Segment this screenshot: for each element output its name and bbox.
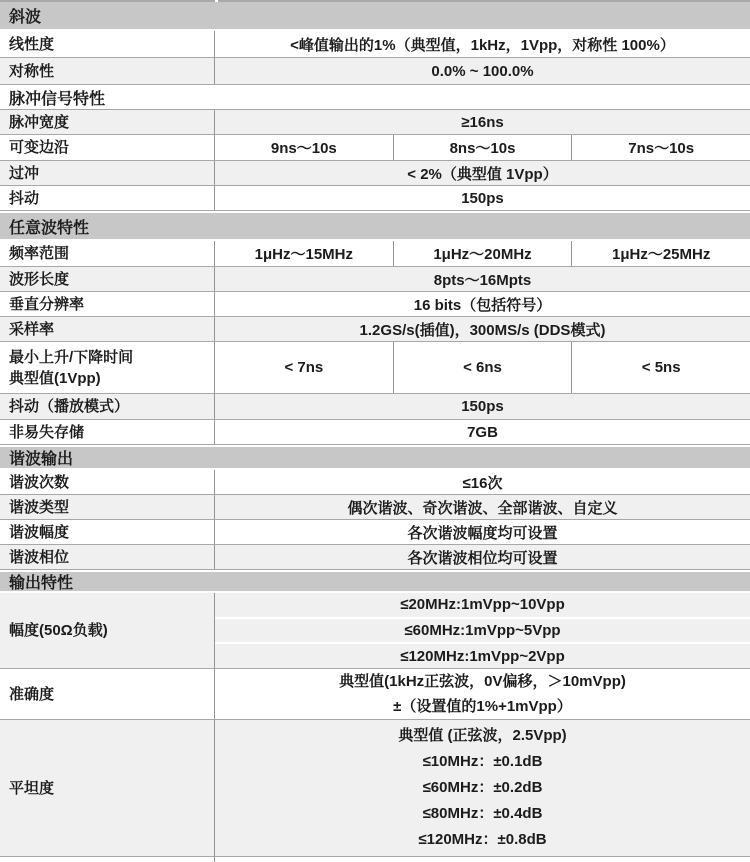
row-values bbox=[215, 241, 750, 266]
amplitude-range-60mhz: ≤60MHz:1mVpp~5Vpp bbox=[215, 617, 750, 643]
row-value: 偶次谐波、奇次谐波、全部谐波、自定义 bbox=[347, 499, 618, 517]
spec-row-jitter bbox=[0, 186, 750, 211]
spec-row-overshoot bbox=[0, 161, 750, 186]
row-value-col1: 9ns～10s bbox=[270, 140, 337, 157]
flatness-line2: ≤10MHz：±0.1dB bbox=[422, 753, 543, 770]
amplitude-range-120mhz: ≤120MHz:1mVpp~2Vpp bbox=[215, 642, 750, 668]
spec-row-min-rise-fall bbox=[0, 342, 750, 394]
row-value: 1.2GS/s(插值)，300MS/s (DDS模式) bbox=[359, 321, 606, 339]
row-value: 8pts～16Mpts bbox=[433, 271, 532, 289]
row-value: 各次谐波相位均可设置 bbox=[407, 549, 558, 567]
row-label: 抖动（播放模式） bbox=[0, 394, 215, 419]
row-label: 谐波幅度 bbox=[0, 520, 215, 544]
row-value: ≥16ns bbox=[461, 113, 504, 131]
spec-row-nonvolatile bbox=[0, 420, 750, 445]
section-header-output bbox=[0, 570, 750, 593]
accuracy-line2: ±（设置值的1%+1mVpp） bbox=[393, 698, 572, 715]
row-value: 150ps bbox=[461, 189, 504, 207]
row-label: 谐波类型 bbox=[0, 495, 215, 519]
row-value-col1: < 7ns bbox=[284, 359, 324, 376]
row-label: 幅度(50Ω负载) bbox=[0, 593, 215, 668]
row-value: <峰值输出的1%（典型值，1kHz，1Vpp，对称性 100%） bbox=[290, 36, 675, 54]
amplitude-range-20mhz: ≤20MHz:1mVpp~10Vpp bbox=[400, 596, 565, 614]
section-header-ramp bbox=[0, 2, 750, 31]
spec-row-jitter-play bbox=[0, 394, 750, 420]
row-value: 7GB bbox=[467, 423, 498, 441]
row-label: 过冲 bbox=[0, 161, 215, 185]
bottom-stub-left bbox=[0, 857, 215, 862]
spec-row-wave-length bbox=[0, 267, 750, 292]
row-values bbox=[215, 593, 750, 668]
spec-row-variable-edge bbox=[0, 135, 750, 161]
row-label: 平坦度 bbox=[0, 720, 215, 856]
row-values bbox=[215, 135, 750, 160]
row-value-col2: < 6ns bbox=[393, 342, 572, 393]
row-value-col3: 1μHz～25MHz bbox=[571, 241, 750, 266]
flatness-line5: ≤120MHz：±0.8dB bbox=[418, 831, 547, 848]
spec-row-freq-range bbox=[0, 241, 750, 267]
spec-row-harmonic-order bbox=[0, 470, 750, 495]
spec-row-harmonic-amp bbox=[0, 520, 750, 545]
spec-row-amplitude bbox=[0, 593, 750, 669]
section-title: 输出特性 bbox=[9, 575, 74, 592]
section-title: 脉冲信号特性 bbox=[9, 90, 106, 108]
row-label: 波形长度 bbox=[0, 267, 215, 291]
row-label: 谐波相位 bbox=[0, 545, 215, 569]
row-value bbox=[215, 669, 750, 719]
row-value-col2: 8ns～10s bbox=[393, 135, 572, 160]
section-title: 斜波 bbox=[9, 9, 42, 26]
row-label: 准确度 bbox=[0, 669, 215, 719]
table-bottom-stub bbox=[0, 857, 750, 862]
flatness-line4: ≤80MHz：±0.4dB bbox=[422, 805, 543, 822]
spec-row-pulse-width bbox=[0, 110, 750, 135]
section-header-harmonic bbox=[0, 445, 750, 470]
row-label: 线性度 bbox=[0, 31, 215, 57]
spec-row-accuracy bbox=[0, 669, 750, 720]
row-label: 垂直分辨率 bbox=[0, 292, 215, 316]
row-label: 频率范围 bbox=[0, 241, 215, 266]
spec-row-symmetry bbox=[0, 58, 750, 85]
row-values bbox=[215, 342, 750, 393]
flatness-line1: 典型值 (正弦波，2.5Vpp) bbox=[398, 727, 567, 744]
section-title: 谐波输出 bbox=[9, 451, 74, 468]
row-value-col3: < 5ns bbox=[571, 342, 750, 393]
accuracy-line1: 典型值(1kHz正弦波，0V偏移，＞10mVpp) bbox=[339, 673, 626, 690]
row-value-col3: 7ns～10s bbox=[571, 135, 750, 160]
section-header-arb bbox=[0, 211, 750, 241]
bottom-stub-right bbox=[215, 857, 750, 862]
row-label: 脉冲宽度 bbox=[0, 110, 215, 134]
row-value-col2: 1μHz～20MHz bbox=[393, 241, 572, 266]
spec-row-flatness bbox=[0, 720, 750, 857]
row-value: ≤16次 bbox=[462, 474, 503, 492]
row-label-line2: 典型值(1Vpp) bbox=[9, 369, 101, 387]
flatness-line3: ≤60MHz：±0.2dB bbox=[422, 779, 543, 796]
row-value: < 2%（典型值 1Vpp） bbox=[407, 165, 558, 183]
spec-row-harmonic-phase bbox=[0, 545, 750, 570]
row-value: 各次谐波幅度均可设置 bbox=[407, 524, 558, 542]
spec-row-linearity bbox=[0, 31, 750, 58]
row-value bbox=[215, 720, 750, 856]
top-border bbox=[0, 0, 750, 2]
row-label: 非易失存储 bbox=[0, 420, 215, 444]
row-label: 谐波次数 bbox=[0, 470, 215, 494]
spec-row-harmonic-type bbox=[0, 495, 750, 520]
row-value: 150ps bbox=[461, 398, 504, 415]
row-label: 对称性 bbox=[0, 58, 215, 84]
section-title: 任意波特性 bbox=[9, 219, 90, 237]
row-value: 16 bits（包括符号） bbox=[413, 296, 552, 314]
section-title-pulse bbox=[0, 85, 750, 110]
row-label bbox=[0, 342, 215, 393]
spec-row-sample-rate bbox=[0, 317, 750, 342]
spec-row-vertical-res bbox=[0, 292, 750, 317]
row-value: 0.0% ~ 100.0% bbox=[431, 62, 534, 80]
row-value-col1: 1μHz～15MHz bbox=[254, 246, 354, 263]
row-label-line1: 最小上升/下降时间 bbox=[9, 348, 134, 366]
row-label: 可变边沿 bbox=[0, 135, 215, 160]
row-label: 采样率 bbox=[0, 317, 215, 341]
row-label: 抖动 bbox=[0, 186, 215, 210]
